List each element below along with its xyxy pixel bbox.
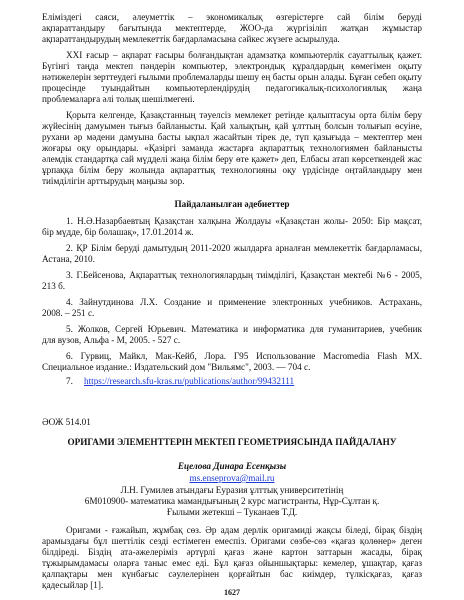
text-line: Еліміздегі саяси, әлеуметтік – экономикалық өзгерістерге сай білім беруді [42, 12, 422, 22]
text-line: процесінде туындайтын компьютерлендірудің педагогикалық-психологиялық жаңа [42, 83, 422, 93]
reference-line: 213 б. [42, 281, 66, 291]
text-line: ақпараттандыру бағытында мектептерде, ЖОО-да жүргізіліп жатқан жұмыстар [42, 23, 422, 33]
affiliation-line: Л.Н. Гумилев атындағы Еуразия ұлттық университетінің [120, 485, 344, 495]
text-line: ақпараттандырудың мемлекеттік бағдарламасына сәйкес жүзеге асырылуда. [42, 34, 340, 44]
reference-line: Специальное издание.: Издательский дом "Вильямс", 2003. — 704 с. [42, 362, 311, 372]
text-line: нәтижелерін зерттеудегі ғылыми проблемаларды шешу ең басты орын алады. Бұған себеп оқыту [42, 72, 422, 82]
reference-line: 4. Зайнутдинова Л.Х. Создание и применение электронных учебников. Астрахань, [66, 297, 422, 307]
text-line: арамыздағы бұл шеттілік сезді естімеген емеспіз. Оригами сөзбе-сөз «қағаз қолөнер» деген [42, 536, 422, 546]
reference-number: 7. [66, 376, 73, 386]
reference-line: 2. ҚР Білім беруді дамытудың 2011-2020 жылдарға арналған мемлекеттік бағдарламасы, [66, 243, 422, 253]
text-line: тиімділігін арттырудың маңызы зор. [42, 176, 185, 186]
reference-line: 6. Гурвиц, Майкл, Мак-Кейб, Лора. Г95 Использование Macromedia Flash MX. [66, 351, 422, 361]
reference-line: 2008. – 251 с. [42, 308, 95, 318]
text-line: әлемдік стандартқа сай мүдделі жаңа білім беру өте қажет» деп, Елбасы атап көрсеткендей жас [42, 154, 422, 164]
supervisor-line: Ғылыми жетекші – Туканаев Т.Д. [166, 507, 298, 517]
affiliation-line: 6М010900- математика мамандығының 2 курс магистранты, Нұр-Сұлтан қ. [84, 496, 380, 506]
text-line: XXI ғасыр – ақпарат ғасыры болғандықтан адамзатқа компьютерлік сауаттылық қажет. [66, 50, 422, 60]
reference-line: 1. Н.Ә.Назарбаевтың Қазақстан халқына Жолдауы «Қазақстан жолы- 2050: Бір мақсат, [66, 216, 422, 226]
text-line: тұжырымдамасы оларға таныс емес еді. Бұл қағаз ойыншықтары: кемелер, ұшақтар, қағаз [42, 558, 422, 568]
text-line: проблемаларға әлі толық шешілмегені. [42, 94, 195, 104]
author-name: Ецелова Динара Есенқызы [177, 461, 287, 471]
article-title: ОРИГАМИ ЭЛЕМЕНТТЕРІН МЕКТЕП ГЕОМЕТРИЯСЫНДА ПАЙДАЛАНУ [67, 437, 397, 447]
reference-line: для вузов, Альфа - М, 2005. - 527 с. [42, 335, 181, 345]
reference-line: бір мүдде, бір болашақ», 17.01.2014 ж. [42, 227, 194, 237]
text-line: рухани әр мәдени дамуына басты ықпал жасайтын тірек де, түп қазығыда – мектептер мен [42, 132, 422, 142]
author-email[interactable]: ms.enseprova@mail.ru [189, 473, 275, 483]
references-heading: Пайдаланылған әдебиеттер [174, 199, 290, 209]
text-line: жоғары оқу орындары. «Қазіргі заманда жастарға ақпараттық технологиямен байланысты [42, 143, 422, 153]
text-line: жүйесінің дамуымен тығыз байланысты. Қай халықтың, қай ұлттың болсын толығып өсуіне, [42, 121, 422, 131]
udc-code: ӘОЖ 514.01 [42, 417, 91, 427]
text-line: Бүгінгі таңда мектеп пәндерін компьютер, электрондық құралдардың көмегімен оқыту [42, 61, 422, 71]
text-line: ұрпаққа білім беру жолында ақпараттық технологияны оқу үрдісінде оңтайландыру мен [42, 165, 422, 175]
text-line: білдіреді. Біздің ата-әжелеріміз әртүрлі қағаз және картон заттарын жасады, бірақ [42, 547, 422, 557]
text-line: қалпақтары мен күнбағыс сәулелерінен қорғайтын бас киімдер, түлкісқағаз, қағаз [42, 569, 422, 579]
text-line: қадесыйлар [1]. [42, 580, 104, 590]
reference-link[interactable]: https://research.sfu-kras.ru/publications/author/99432111 [84, 376, 295, 386]
author-email-wrap [0, 473, 464, 484]
reference-line: 3. Г.Бейсенова, Ақпараттық технологиялардың тиімділігі, Қазақстан мектебі №6 - 2005, [66, 270, 422, 280]
text-line: Қорыта келгенде, Қазақстанның тәуелсіз мемлекет ретінде қалыптасуы орта білім беру [66, 110, 422, 120]
text-line: Оригами - ғажайып, жұмбақ сөз. Әр адам дерлік оригамиді жақсы біледі, бірақ біздің [66, 525, 422, 535]
page-number: 1627 [224, 588, 240, 597]
reference-line: Астана, 2010. [42, 254, 95, 264]
reference-line: 5. Жолков, Сергей Юрьевич. Математика и информатика для гуманитариев, учебник [66, 324, 422, 334]
